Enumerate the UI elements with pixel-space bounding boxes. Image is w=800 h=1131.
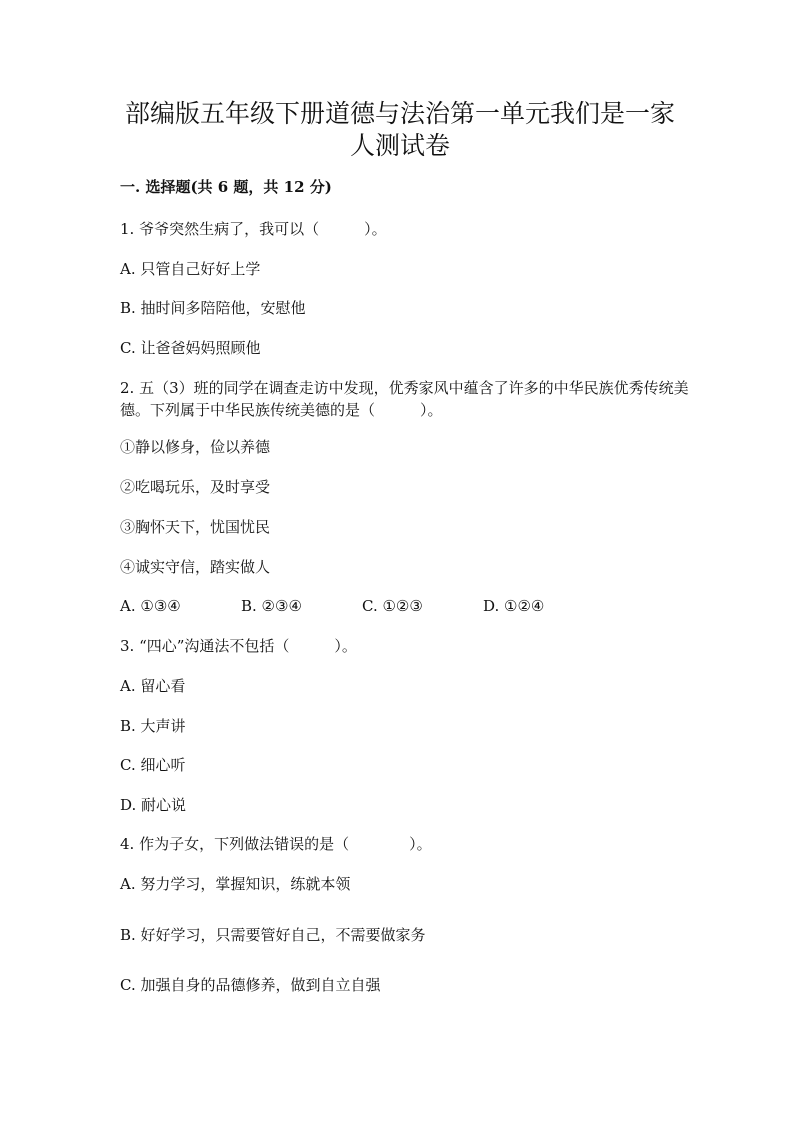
- question-1-stem: 1. 爷爷突然生病了，我可以（ ）。: [120, 220, 387, 238]
- question-2-statement-3: ③胸怀天下，忧国忧民: [120, 518, 271, 536]
- page-title: [100, 98, 700, 162]
- section-heading: 一. 选择题(共 6 题，共 12 分): [120, 178, 332, 196]
- question-2-option-d: D. ①②④: [483, 597, 545, 615]
- question-2-option-a: A. ①③④: [120, 597, 181, 615]
- question-2-options: [120, 596, 604, 616]
- question-3-option-c: C. 细心听: [120, 756, 186, 774]
- question-2-statement-2: ②吃喝玩乐，及时享受: [120, 478, 271, 496]
- question-1-option-a: A. 只管自己好好上学: [120, 260, 261, 278]
- question-1-option-b: B. 抽时间多陪陪他，安慰他: [120, 299, 306, 317]
- question-1-option-c: C. 让爸爸妈妈照顾他: [120, 339, 261, 357]
- question-2-option-b: B. ②③④: [241, 597, 302, 615]
- question-3-option-b: B. 大声讲: [120, 717, 186, 735]
- question-4-stem: 4. 作为子女，下列做法错误的是（ ）。: [120, 835, 432, 853]
- question-4-option-a: A. 努力学习，掌握知识，练就本领: [120, 875, 351, 893]
- title-line-2: 人测试卷: [349, 131, 450, 160]
- question-2-statement-1: ①静以修身，俭以养德: [120, 438, 271, 456]
- question-2-option-c: C. ①②③: [362, 597, 423, 615]
- question-2-statement-4: ④诚实守信，踏实做人: [120, 558, 271, 576]
- title-line-1: 部编版五年级下册道德与法治第一单元我们是一家: [124, 99, 675, 128]
- question-4-option-b: B. 好好学习，只需要管好自己，不需要做家务: [120, 926, 426, 944]
- question-2-stem: 2. 五（3）班的同学在调查走访中发现，优秀家风中蕴含了许多的中华民族优秀传统美德。下列属于中华民族传统美德的是（ ）。: [120, 379, 689, 419]
- question-3-option-d: D. 耐心说: [120, 796, 187, 814]
- question-3-option-a: A. 留心看: [120, 677, 186, 695]
- question-3-stem: 3. “四心”沟通法不包括（ ）。: [120, 637, 357, 655]
- question-4-option-c: C. 加强自身的品德修养，做到自立自强: [120, 976, 381, 994]
